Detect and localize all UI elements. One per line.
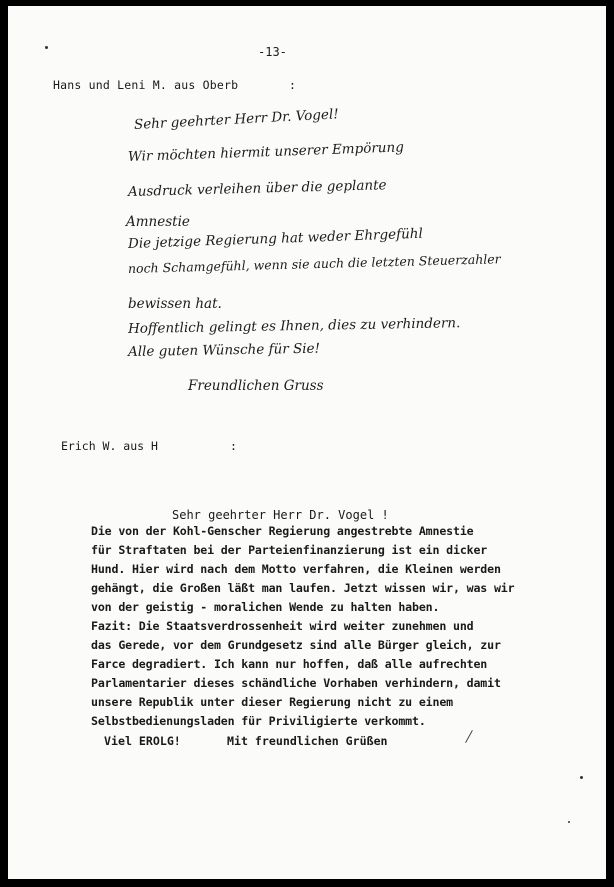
typed-line: Parlamentarier dieses schändliche Vorhaben verhindern, damit [91,676,501,690]
scan-speck [45,46,48,49]
hand-line: Alle guten Wünsche für Sie! [127,340,321,360]
hand-line: Sehr geehrter Herr Dr. Vogel! [133,106,340,133]
scan-speck [580,776,583,779]
hand-line: Wir möchten hiermit unserer Empörung [127,139,405,165]
typed-line: für Straftaten bei der Parteienfinanzierung ist ein dicker [91,543,488,557]
section2-sender: Erich W. aus H [61,439,158,453]
document-page [8,6,606,879]
section1-sender: Hans und Leni M. aus Oberb [53,78,239,92]
typed-line: gehängt, die Großen läßt man laufen. Jetzt wissen wir, was wir [91,581,515,595]
page-number: -13- [258,45,287,59]
typed-line: Die von der Kohl-Genscher Regierung angestrebte Amnestie [91,524,474,538]
pen-mark: / [464,725,474,749]
hand-line: Ausdruck verleihen über die geplante [127,177,387,200]
typed-greeting: Sehr geehrter Herr Dr. Vogel ! [172,508,389,522]
hand-line: Amnestie [126,214,190,230]
section2-sender-colon: : [230,439,237,453]
hand-line: Die jetzige Regierung hat weder Ehrgefühl [127,225,424,252]
hand-line: Hoffentlich gelingt es Ihnen, dies zu verhindern. [127,315,461,337]
typed-line: Farce degradiert. Ich kann nur hoffen, daß alle aufrechten [91,657,488,671]
typed-line: von der geistig - moralichen Wende zu halten haben. [91,600,440,614]
section1-sender-colon: : [289,78,296,92]
typed-line: unsere Republik unter dieser Regierung nicht zu einem [91,695,453,709]
hand-line: noch Schamgefühl, wenn sie auch die letzten Steuerzahler [127,251,501,276]
closing-left: Viel EROLG! [104,734,181,748]
hand-line: bewissen hat. [128,296,222,312]
typed-line: Selbstbedienungsladen für Priviligierte verkommt. [91,714,426,728]
scan-speck [568,821,570,823]
closing-right: Mit freundlichen Grüßen [227,734,388,748]
typed-line: Fazit: Die Staatsverdrossenheit wird weiter zunehmen und [91,619,474,633]
typed-line: das Gerede, vor dem Grundgesetz sind alle Bürger gleich, zur [91,638,501,652]
typed-line: Hund. Hier wird nach dem Motto verfahren, die Kleinen werden [91,562,501,576]
hand-line: Freundlichen Gruss [188,378,324,394]
